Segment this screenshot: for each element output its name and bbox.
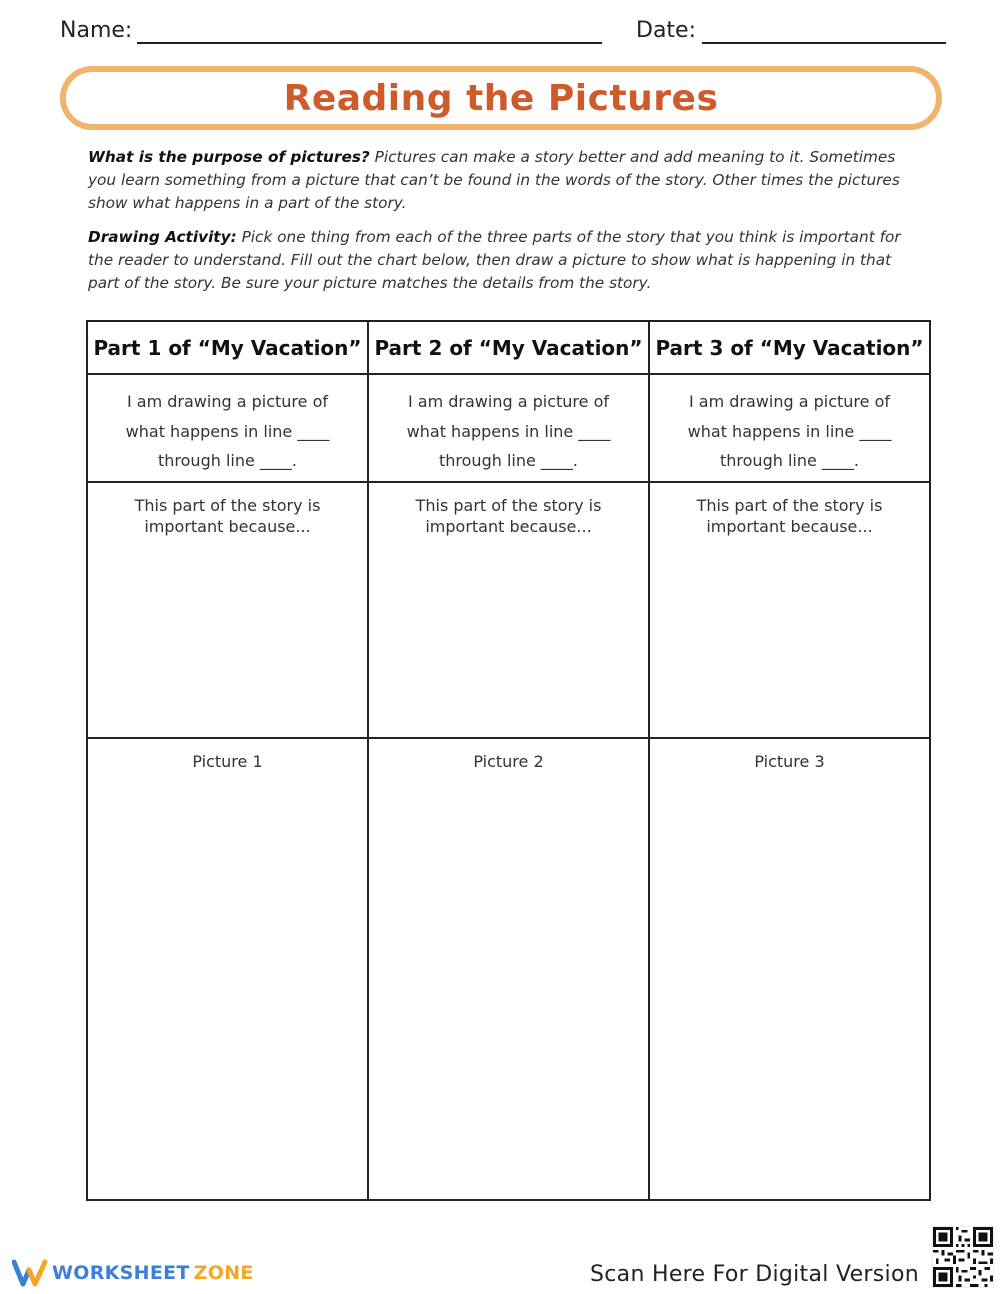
line-prompt-text: I am drawing a picture of <box>126 392 328 411</box>
line-prompt-text: what happens in line ____ <box>687 421 892 441</box>
picture-label: Picture 1 <box>192 752 263 771</box>
line-prompt-text: I am drawing a picture of <box>407 392 609 411</box>
scan-instruction: Scan Here For Digital Version <box>590 1262 919 1287</box>
picture-label: Picture 3 <box>754 752 825 771</box>
name-label: Name: <box>60 18 133 43</box>
title-banner <box>60 66 942 130</box>
importance-prompt: important because... <box>706 517 873 536</box>
picture-label: Picture 2 <box>473 752 544 771</box>
logo-w-icon <box>12 1258 48 1288</box>
activity-lead: Drawing Activity: <box>88 228 237 246</box>
picture-cell-3[interactable] <box>650 739 929 1199</box>
importance-cell-3[interactable] <box>650 483 929 739</box>
importance-prompt: This part of the story is <box>415 496 602 515</box>
column-heading-3: Part 3 of “My Vacation” <box>650 322 929 375</box>
importance-prompt: important because... <box>144 517 311 536</box>
line-prompt-text: through line ____. <box>720 451 859 470</box>
importance-prompt: This part of the story is <box>134 496 321 515</box>
importance-cell-2[interactable] <box>369 483 650 739</box>
line-prompt-cell-2[interactable] <box>369 375 650 483</box>
name-line[interactable] <box>137 42 602 44</box>
date-label: Date: <box>636 18 696 43</box>
purpose-text: Pictures can make a story better and add meaning to it. Sometimes you learn something from a picture that can’t be found in the words of the story. Other times the pictures show what happens in a part of the story. <box>88 148 900 212</box>
importance-prompt: This part of the story is <box>696 496 883 515</box>
worksheetzone-logo <box>12 1258 254 1288</box>
date-line[interactable] <box>702 42 946 44</box>
column-heading-2: Part 2 of “My Vacation” <box>369 322 650 375</box>
line-prompt-text: I am drawing a picture of <box>688 392 890 411</box>
logo-text-worksheet: WORKSHEET <box>52 1262 190 1284</box>
line-prompt-cell-1[interactable] <box>88 375 369 483</box>
line-prompt-text: through line ____. <box>158 451 297 470</box>
picture-cell-1[interactable] <box>88 739 369 1199</box>
qr-code-icon[interactable] <box>932 1226 994 1288</box>
line-prompt-cell-3[interactable] <box>650 375 929 483</box>
drawing-chart <box>86 320 931 1201</box>
page-title: Reading the Pictures <box>283 77 719 119</box>
line-prompt-text: what happens in line ____ <box>125 421 330 441</box>
activity-text: Pick one thing from each of the three parts of the story that you think is important for the reader to understand. Fill out the chart below, then draw a picture to show what is happening in that part of the story. Be sure your picture matches the details from the story. <box>88 228 901 292</box>
activity-paragraph <box>88 226 908 295</box>
purpose-paragraph <box>88 146 908 215</box>
line-prompt-text: what happens in line ____ <box>406 421 611 441</box>
importance-prompt: important because... <box>425 517 592 536</box>
importance-cell-1[interactable] <box>88 483 369 739</box>
logo-text-zone: ZONE <box>193 1262 254 1284</box>
picture-cell-2[interactable] <box>369 739 650 1199</box>
purpose-lead: What is the purpose of pictures? <box>88 148 370 166</box>
column-heading-1: Part 1 of “My Vacation” <box>88 322 369 375</box>
line-prompt-text: through line ____. <box>439 451 578 470</box>
